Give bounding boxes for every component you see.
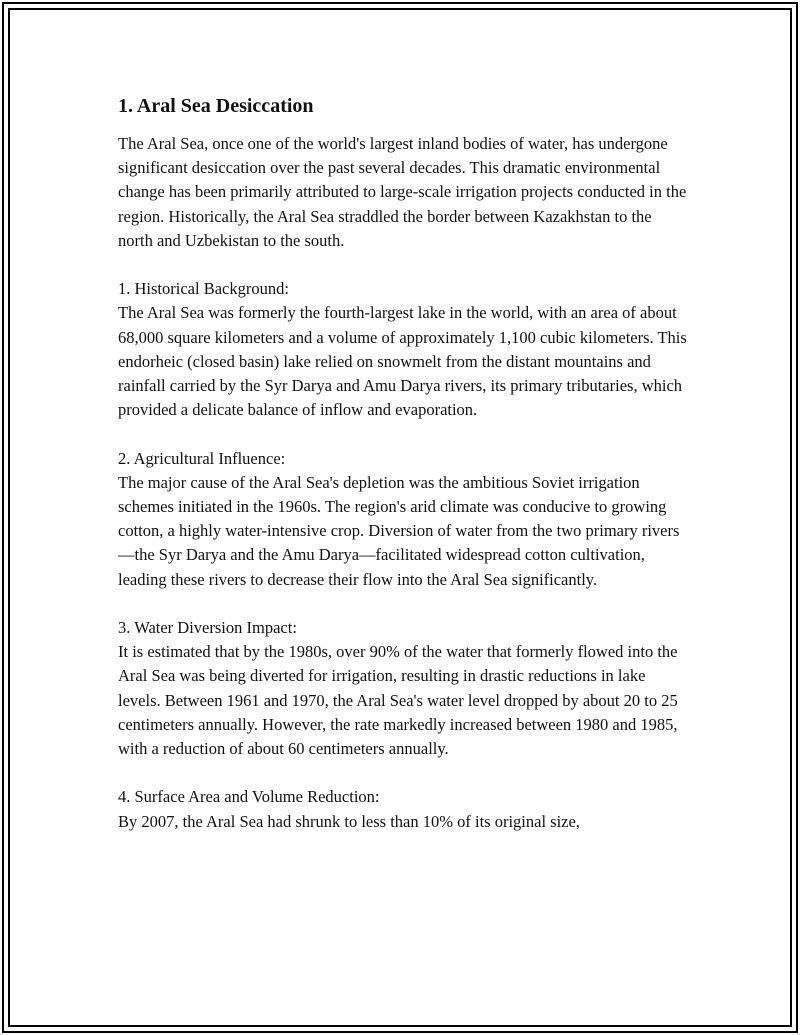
section-body: The Aral Sea was formerly the fourth-largest lake in the world, with an area of about 68,000 square kilometers and a volume of approximately 1,100 cubic kilometers. This endorheic (closed basin) lake relied on snowmelt from the distant mountains and rainfall carried by the Syr Darya and Amu Darya rivers, its primary tributaries, which provided a delicate balance of inflow and evaporation. [118, 303, 687, 420]
section-heading: 2. Agricultural Influence: [118, 448, 286, 468]
section-body: The major cause of the Aral Sea's depletion was the ambitious Soviet irrigation schemes initiated in the 1960s. The region's arid climate was conducive to growing cotton, a highly water-intensive crop. Diversion of water from the two primary rivers—the Syr Darya and the Amu Darya—facilitated widespread cotton cultivation, leading these rivers to decrease their flow into the Aral Sea significantly. [118, 472, 680, 589]
section-agricultural-influence [118, 447, 688, 592]
section-heading: 4. Surface Area and Volume Reduction: [118, 787, 380, 807]
section-water-diversion-impact [118, 616, 688, 761]
section-body: By 2007, the Aral Sea had shrunk to less than 10% of its original size, [118, 811, 580, 831]
document-title: 1. Aral Sea Desiccation [118, 95, 314, 117]
section-surface-area-volume-reduction [118, 785, 688, 833]
document-body [118, 92, 688, 858]
section-heading: 3. Water Diversion Impact: [118, 618, 297, 638]
section-body: It is estimated that by the 1980s, over 90% of the water that formerly flowed into the Aral Sea was being diverted for irrigation, resulting in drastic reductions in lake levels. Between 1961 and 1970, the Aral Sea's water level dropped by about 20 to 25 centimeters annually. However, the rate markedly increased between 1980 and 1985, with a reduction of about 60 centimeters annually. [118, 642, 678, 759]
section-heading: 1. Historical Background: [118, 279, 289, 299]
intro-paragraph: The Aral Sea, once one of the world's largest inland bodies of water, has undergone significant desiccation over the past several decades. This dramatic environmental change has been primarily attributed to large-scale irrigation projects conducted in the region. Historically, the Aral Sea straddled the border between Kazakhstan to the north and Uzbekistan to the south. [118, 134, 687, 250]
section-historical-background [118, 277, 688, 422]
